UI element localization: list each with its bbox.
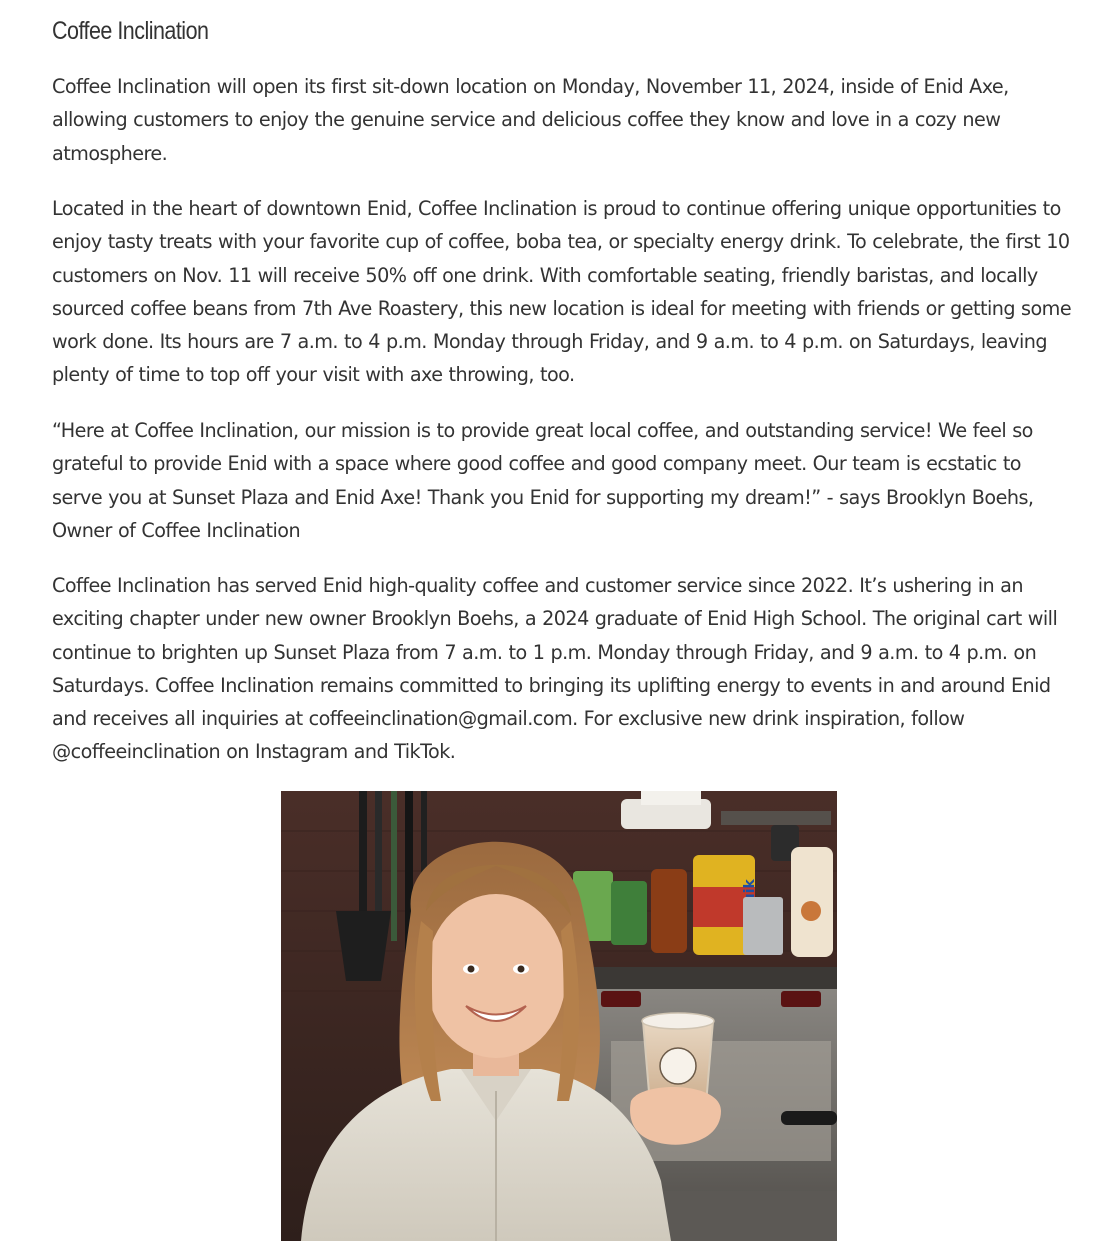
article-paragraph-4: Coffee Inclination has served Enid high-quality coffee and customer service since 2022. It’s ushering in an exciting chapter under new owner Brooklyn Boehs, a 2024 graduate of Enid High School. The original cart will continue to brighten up Sunset Plaza from 7 a.m. to 1 p.m. Monday through Friday, and 9 a.m. to 4 p.m. on Saturdays. Coffee Inclination remains committed to bringing its uplifting energy to events in and around Enid and receives all inquiries at coffeeinclination@gmail.com. For exclusive new drink inspiration, follow @coffeeinclination on Instagram and TikTok. <box>52 574 1058 764</box>
article-title: Coffee Inclination <box>52 17 209 45</box>
article <box>52 0 1072 764</box>
article-paragraph-2: Located in the heart of downtown Enid, Coffee Inclination is proud to continue offering unique opportunities to enjoy tasty treats with your favorite cup of coffee, boba tea, or specialty energy drink. To celebrate, the first 10 customers on Nov. 11 will receive 50% off one drink. With comfortable seating, friendly baristas, and locally sourced coffee beans from 7th Ave Roastery, this new location is ideal for meeting with friends or getting some work done. Its hours are 7 a.m. to 4 p.m. Monday through Friday, and 9 a.m. to 4 p.m. on Saturdays, leaving plenty of time to top off your visit with axe throwing, too. <box>52 197 1072 387</box>
article-paragraph-3-quote: “Here at Coffee Inclination, our mission is to provide great local coffee, and outstanding service! We feel so grateful to provide Enid with a space where good coffee and good company meet. Our team is ecstatic to serve you at Sunset Plaza and Enid Axe! Thank you Enid for supporting my dream!” - says Brooklyn Boehs, Owner of Coffee Inclination <box>52 419 1034 542</box>
owner-photo <box>281 791 837 1241</box>
owner-photo-illustration <box>281 791 837 1241</box>
article-paragraph-1: Coffee Inclination will open its first sit-down location on Monday, November 11, 2024, inside of Enid Axe, allowing customers to enjoy the genuine service and delicious coffee they know and love in a cozy new atmosphere. <box>52 75 1009 165</box>
